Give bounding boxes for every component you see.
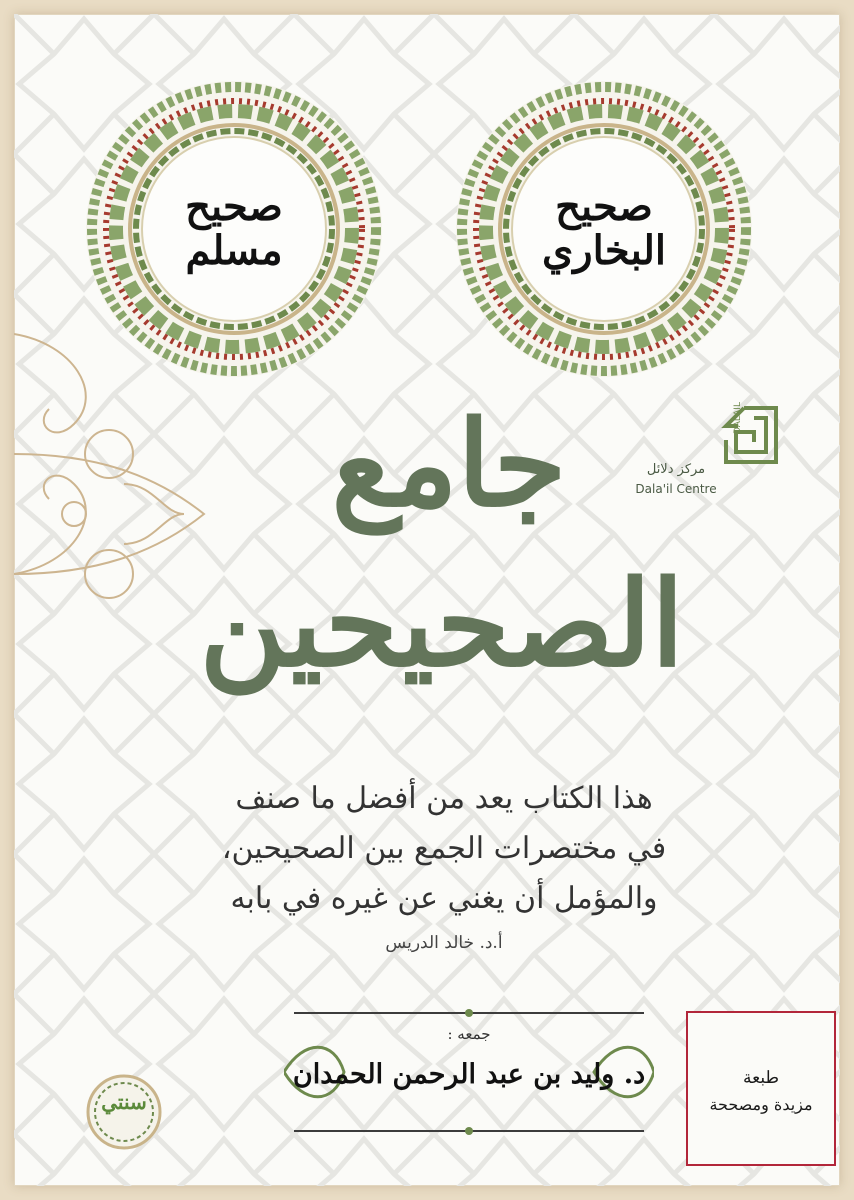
endorsement-quote xyxy=(214,774,674,958)
medallion-line2: مسلم xyxy=(185,227,283,274)
dalail-logo-text: DALAIL xyxy=(733,402,743,434)
medallion-bukhari xyxy=(454,79,754,379)
compiler-label: جمعه : xyxy=(447,1025,491,1043)
brand-name-arabic: مركز دلائل xyxy=(646,462,706,477)
compiler-name: د. وليد بن عبد الرحمن الحمدان xyxy=(292,1059,646,1090)
main-title-word1: جامع xyxy=(331,394,567,533)
sunnati-logo xyxy=(84,1072,164,1152)
compiler-box xyxy=(284,1009,654,1135)
medallion-line2: البخاري xyxy=(542,227,667,274)
publisher-brand xyxy=(626,402,806,512)
edition-stamp xyxy=(686,1011,836,1166)
medallion-line1: صحيح xyxy=(555,183,653,230)
sunnati-logo-text: سنتي xyxy=(101,1090,147,1114)
edition-line1: طبعة xyxy=(743,1068,779,1088)
brand-name-english: Dala'il Centre xyxy=(635,482,717,496)
medallion-title xyxy=(134,183,334,274)
main-title xyxy=(199,389,684,749)
medallion-muslim xyxy=(84,79,384,379)
book-cover xyxy=(14,14,840,1186)
medallion-line1: صحيح xyxy=(185,183,283,230)
quote-line: هذا الكتاب يعد من أفضل ما صنف xyxy=(235,781,653,816)
quote-line: والمؤمل أن يغني عن غيره في بابه xyxy=(230,881,658,916)
medallion-title xyxy=(504,183,704,274)
edition-line2: مزيدة ومصححة xyxy=(709,1095,813,1114)
main-title-word2: الصحيحين xyxy=(199,554,684,693)
quote-line: في مختصرات الجمع بين الصحيحين، xyxy=(221,831,667,866)
quote-author: أ.د. خالد الدريس xyxy=(385,933,503,953)
